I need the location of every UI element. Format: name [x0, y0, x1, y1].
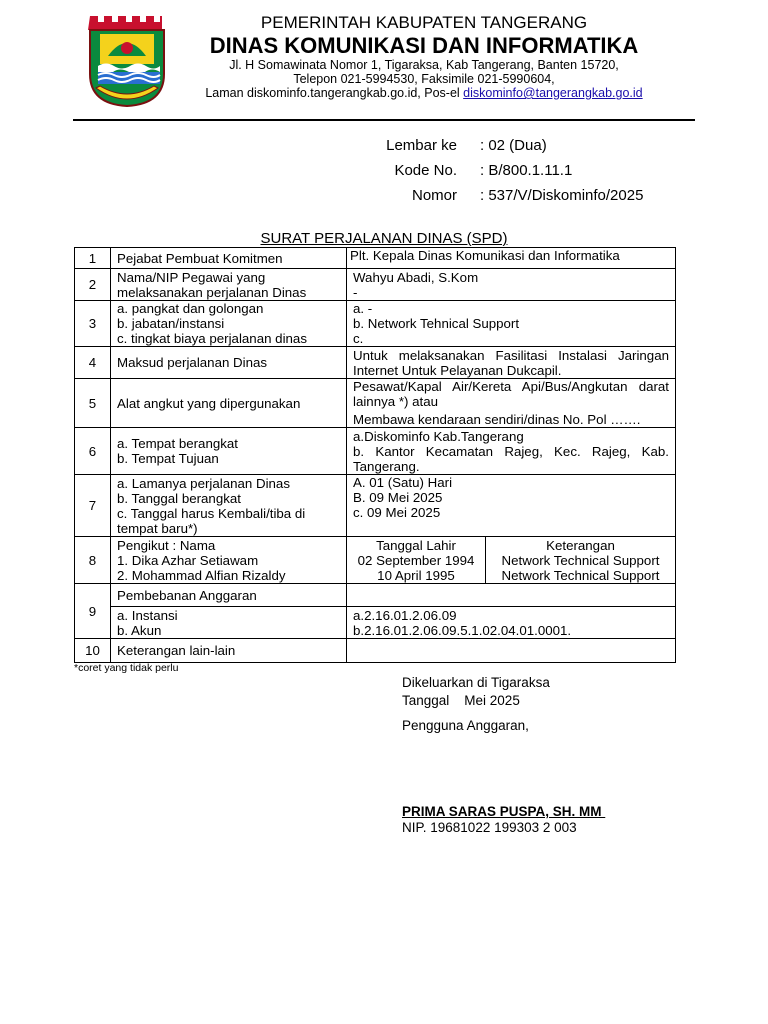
row-number: 5 — [75, 379, 111, 428]
label-line: c. tingkat biaya perjalanan dinas — [117, 331, 307, 346]
table-row — [75, 639, 676, 663]
label-line: b. Tempat Tujuan — [117, 451, 219, 466]
row-label: Pejabat Pembuat Komitmen — [111, 248, 347, 269]
row-label — [111, 301, 347, 347]
employee-name: Wahyu Abadi, S.Kom — [353, 269, 479, 285]
row-value — [347, 269, 676, 301]
row-number: 6 — [75, 428, 111, 475]
label-line: Nama/NIP Pegawai yang — [117, 269, 266, 285]
table-row — [75, 607, 676, 639]
label-line: a. Lamanya perjalanan Dinas — [117, 475, 290, 491]
value-line: B. 09 Mei 2025 — [353, 490, 443, 505]
signatory-name: PRIMA SARAS PUSPA, SH. MM — [402, 804, 606, 819]
remarks-column — [486, 537, 676, 584]
table-row — [75, 584, 676, 607]
row-value: Untuk melaksanakan Fasilitasi Instalasi Jaringan Internet Untuk Pelayanan Dukcapil. — [347, 347, 676, 379]
label-line: a. pangkat dan golongan — [117, 301, 264, 316]
table-row — [75, 428, 676, 475]
row-value — [347, 428, 676, 475]
followers-label: Pengikut : Nama — [117, 537, 216, 553]
lembar-value: : 02 (Dua) — [480, 137, 547, 154]
label-line: a. Instansi — [117, 607, 178, 623]
row-number: 4 — [75, 347, 111, 379]
employee-nip: - — [353, 284, 358, 300]
dob-value: 02 September 1994 — [357, 552, 475, 568]
budget-instansi: a.2.16.01.2.06.09 — [353, 607, 457, 623]
remarks-value: Network Technical Support — [501, 567, 660, 583]
row-number: 3 — [75, 301, 111, 347]
value-line: b. Kantor Kecamatan Rajeg, Kec. Rajeg, Kab. Tangerang. — [353, 443, 669, 474]
issued-place: Dikeluarkan di Tigaraksa — [402, 675, 550, 690]
department-name: DINAS KOMUNIKASI DAN INFORMATIKA — [209, 33, 639, 58]
value-line: Pesawat/Kapal Air/Kereta Api/Bus/Angkutan darat lainnya *) atau — [353, 379, 669, 409]
lembar-label: Lembar ke — [386, 137, 457, 154]
email-link[interactable]: diskominfo@tangerangkab.go.id — [463, 86, 643, 100]
address-line-3 — [180, 86, 668, 100]
row-label: Alat angkut yang dipergunakan — [111, 379, 347, 428]
follower-name: 2. Mohammad Alfian Rizaldy — [117, 567, 286, 583]
row-label — [111, 607, 347, 639]
row-value — [347, 301, 676, 347]
row-label: Pembebanan Anggaran — [111, 584, 347, 607]
dob-header: Tanggal Lahir — [376, 537, 456, 553]
tangerang-regency-logo — [86, 12, 168, 108]
address-line-1: Jl. H Somawinata Nomor 1, Tigaraksa, Kab Tangerang, Banten 15720, — [229, 58, 619, 72]
row-number: 10 — [75, 639, 111, 663]
label-line: melaksanakan perjalanan Dinas — [117, 284, 307, 300]
value-line: A. 01 (Satu) Hari — [353, 475, 453, 490]
label-line: b. Akun — [117, 622, 162, 638]
label-line: c. Tanggal harus Kembali/tiba di tempat baru*) — [117, 505, 306, 536]
document-title: SURAT PERJALANAN DINAS (SPD) — [260, 230, 508, 247]
value-line: c. 09 Mei 2025 — [353, 505, 441, 520]
row-number: 1 — [75, 248, 111, 269]
kode-value: : B/800.1.11.1 — [480, 162, 573, 179]
dob-value: 10 April 1995 — [377, 567, 455, 583]
value-line: c. — [353, 331, 364, 346]
budget-account: b.2.16.01.2.06.09.5.1.02.04.01.0001. — [353, 622, 572, 638]
table-row — [75, 269, 676, 301]
spd-table — [74, 247, 676, 663]
table-row — [75, 475, 676, 537]
row-number: 2 — [75, 269, 111, 301]
signatory-nip: NIP. 19681022 199303 2 003 — [402, 820, 577, 835]
value-line: Membawa kendaraan sendiri/dinas No. Pol ……. — [353, 412, 641, 427]
row-value — [347, 639, 676, 663]
header-divider — [73, 119, 695, 121]
value-line: a. - — [353, 301, 373, 316]
row-value — [347, 475, 676, 537]
row-value — [347, 607, 676, 639]
kode-label: Kode No. — [394, 162, 457, 179]
nomor-label: Nomor — [411, 187, 457, 204]
row-value-empty — [347, 584, 676, 607]
table-row — [75, 301, 676, 347]
nomor-value: : 537/V/Diskominfo/2025 — [480, 187, 644, 204]
government-name: PEMERINTAH KABUPATEN TANGERANG — [260, 13, 588, 32]
website-text: Laman diskominfo.tangerangkab.go.id, Pos-el — [205, 86, 464, 100]
label-line: b. Tanggal berangkat — [117, 490, 241, 506]
table-row — [75, 537, 676, 584]
row-label — [111, 269, 347, 301]
row-label — [111, 428, 347, 475]
table-row — [75, 379, 676, 428]
row-label — [111, 475, 347, 537]
row-label: Keterangan lain-lain — [111, 639, 347, 663]
issued-date: Tanggal Mei 2025 — [402, 693, 520, 708]
row-number: 7 — [75, 475, 111, 537]
footnote: *coret yang tidak perlu — [74, 662, 179, 674]
value-line: b. Network Tehnical Support — [353, 316, 520, 331]
table-row — [75, 347, 676, 379]
value-line: a.Diskominfo Kab.Tangerang — [353, 428, 524, 444]
label-line: a. Tempat berangkat — [117, 436, 238, 451]
follower-name: 1. Dika Azhar Setiawam — [117, 552, 259, 568]
row-number: 9 — [75, 584, 111, 639]
signatory-role: Pengguna Anggaran, — [402, 718, 529, 733]
address-line-2: Telepon 021-5994530, Faksimile 021-5990604, — [293, 72, 555, 86]
row-value: Plt. Kepala Dinas Komunikasi dan Informatika — [347, 248, 676, 269]
row-label: Maksud perjalanan Dinas — [111, 347, 347, 379]
dob-column — [347, 537, 486, 584]
row-value — [347, 379, 676, 428]
remarks-header: Keterangan — [546, 537, 615, 553]
table-row — [75, 248, 676, 269]
row-label — [111, 537, 347, 584]
remarks-value: Network Technical Support — [501, 552, 660, 568]
row-number: 8 — [75, 537, 111, 584]
label-line: b. jabatan/instansi — [117, 316, 225, 331]
